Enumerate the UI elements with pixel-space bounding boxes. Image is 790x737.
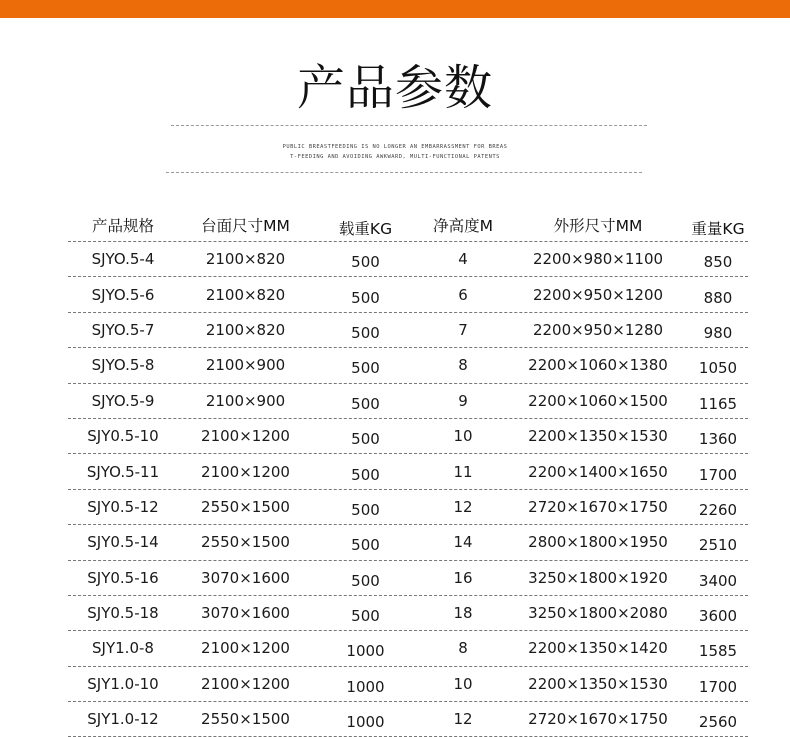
cell-platform-size: 2550×1500 (201, 710, 290, 729)
cell-net-height: 11 (453, 462, 473, 481)
cell-overall-size: 2200×950×1280 (532, 320, 664, 339)
cell-weight: 850 (703, 253, 733, 272)
cell-model: SJYO.5-6 (91, 285, 155, 304)
cell-model: SJYO.5-8 (91, 356, 155, 375)
cell-model: SJYO.5-11 (86, 462, 160, 481)
header-load: 载重KG (338, 219, 393, 238)
cell-model: SJY1.0-10 (87, 674, 159, 693)
product-spec-table (68, 208, 748, 737)
cell-overall-size: 2720×1670×1750 (528, 710, 668, 729)
cell-load: 500 (351, 536, 380, 555)
cell-weight: 1700 (698, 677, 738, 696)
subtitle-line-2: T-FEEDING AND AVOIDING AWKWARD, MULTI-FUNCTIONAL PATENTS (290, 154, 500, 160)
cell-overall-size: 2200×1060×1380 (528, 356, 668, 375)
cell-weight: 3400 (698, 571, 738, 590)
cell-overall-size: 2200×1400×1650 (528, 462, 668, 481)
cell-model: SJYO.5-4 (91, 250, 155, 269)
header-platform-size: 台面尺寸MM (201, 216, 290, 235)
cell-weight: 2260 (698, 500, 738, 519)
cell-platform-size: 2100×820 (205, 250, 286, 269)
cell-overall-size: 2200×950×1200 (532, 285, 664, 304)
cell-model: SJYO.5-9 (91, 391, 155, 410)
header-net-height: 净高度M (433, 216, 493, 235)
cell-load: 1000 (346, 677, 385, 696)
table-header-row (68, 208, 748, 242)
cell-overall-size: 2200×1350×1420 (528, 639, 668, 658)
cell-platform-size: 2100×900 (205, 391, 286, 410)
cell-net-height: 9 (458, 391, 468, 410)
cell-platform-size: 2550×1500 (201, 533, 290, 552)
cell-platform-size: 2100×1200 (201, 427, 290, 446)
cell-overall-size: 2200×1350×1530 (528, 674, 668, 693)
table-row (68, 348, 748, 383)
cell-overall-size: 3250×1800×2080 (528, 604, 668, 623)
cell-net-height: 10 (453, 674, 473, 693)
cell-load: 1000 (346, 642, 385, 661)
header-weight: 重量KG (691, 219, 745, 238)
cell-platform-size: 2100×900 (205, 356, 286, 375)
cell-platform-size: 2550×1500 (201, 497, 290, 516)
table-row (68, 384, 748, 419)
cell-weight: 1050 (698, 359, 738, 378)
table-row (68, 561, 748, 596)
top-accent-bar (0, 0, 790, 18)
cell-net-height: 16 (453, 568, 473, 587)
cell-platform-size: 3070×1600 (201, 568, 290, 587)
dotted-divider-top (171, 125, 647, 126)
cell-overall-size: 2200×980×1100 (532, 250, 664, 269)
cell-platform-size: 2100×1200 (201, 462, 290, 481)
cell-net-height: 8 (458, 639, 468, 658)
table-row (68, 313, 748, 348)
cell-model: SJY0.5-14 (87, 533, 159, 552)
cell-load: 500 (351, 465, 380, 484)
cell-overall-size: 3250×1800×1920 (528, 568, 668, 587)
cell-net-height: 14 (453, 533, 473, 552)
dotted-divider-bottom (166, 172, 642, 173)
cell-weight: 1165 (698, 394, 738, 413)
cell-net-height: 10 (453, 427, 473, 446)
cell-model: SJY0.5-18 (87, 604, 159, 623)
cell-weight: 1360 (698, 430, 738, 449)
table-row (68, 631, 748, 666)
cell-load: 500 (351, 288, 380, 307)
cell-load: 500 (351, 394, 380, 413)
cell-weight: 1585 (698, 642, 738, 661)
table-row (68, 419, 748, 454)
cell-net-height: 8 (458, 356, 468, 375)
cell-load: 500 (351, 430, 380, 449)
cell-model: SJY1.0-8 (92, 639, 154, 658)
cell-net-height: 6 (458, 285, 468, 304)
cell-weight: 2560 (698, 713, 738, 732)
cell-weight: 3600 (698, 607, 738, 626)
cell-model: SJY0.5-10 (87, 427, 159, 446)
cell-platform-size: 3070×1600 (201, 604, 290, 623)
cell-load: 500 (351, 323, 380, 342)
cell-load: 500 (351, 607, 380, 626)
cell-model: SJY0.5-16 (87, 568, 159, 587)
cell-net-height: 4 (458, 250, 468, 269)
cell-weight: 980 (703, 323, 733, 342)
cell-net-height: 12 (453, 497, 473, 516)
table-row (68, 454, 748, 489)
cell-load: 1000 (346, 713, 385, 732)
cell-net-height: 12 (453, 710, 473, 729)
cell-model: SJY0.5-12 (87, 497, 159, 516)
cell-load: 500 (351, 359, 380, 378)
page-title: 产品参数 (296, 60, 493, 116)
cell-overall-size: 2200×1350×1530 (528, 427, 668, 446)
cell-model: SJYO.5-7 (91, 320, 155, 339)
cell-platform-size: 2100×820 (205, 285, 286, 304)
cell-load: 500 (351, 500, 380, 519)
table-body (68, 242, 748, 737)
table-row (68, 242, 748, 277)
cell-weight: 880 (703, 288, 733, 307)
cell-weight: 2510 (698, 536, 738, 555)
table-row (68, 702, 748, 737)
header-model: 产品规格 (91, 216, 154, 235)
cell-overall-size: 2720×1670×1750 (528, 497, 668, 516)
table-row (68, 490, 748, 525)
cell-platform-size: 2100×1200 (201, 639, 290, 658)
table-row (68, 667, 748, 702)
cell-net-height: 7 (458, 320, 468, 339)
cell-load: 500 (351, 253, 380, 272)
cell-overall-size: 2800×1800×1950 (528, 533, 668, 552)
cell-weight: 1700 (698, 465, 738, 484)
table-row (68, 525, 748, 560)
table-row (68, 596, 748, 631)
cell-platform-size: 2100×1200 (201, 674, 290, 693)
cell-model: SJY1.0-12 (87, 710, 159, 729)
header-overall-size: 外形尺寸MM (553, 216, 643, 235)
subtitle-line-1: PUBLIC BREASTFEEDING IS NO LONGER AN EMBARRASSMENT FOR BREAS (282, 144, 508, 150)
cell-net-height: 18 (453, 604, 473, 623)
cell-platform-size: 2100×820 (205, 320, 286, 339)
cell-overall-size: 2200×1060×1500 (528, 391, 668, 410)
table-row (68, 277, 748, 312)
cell-load: 500 (351, 571, 380, 590)
